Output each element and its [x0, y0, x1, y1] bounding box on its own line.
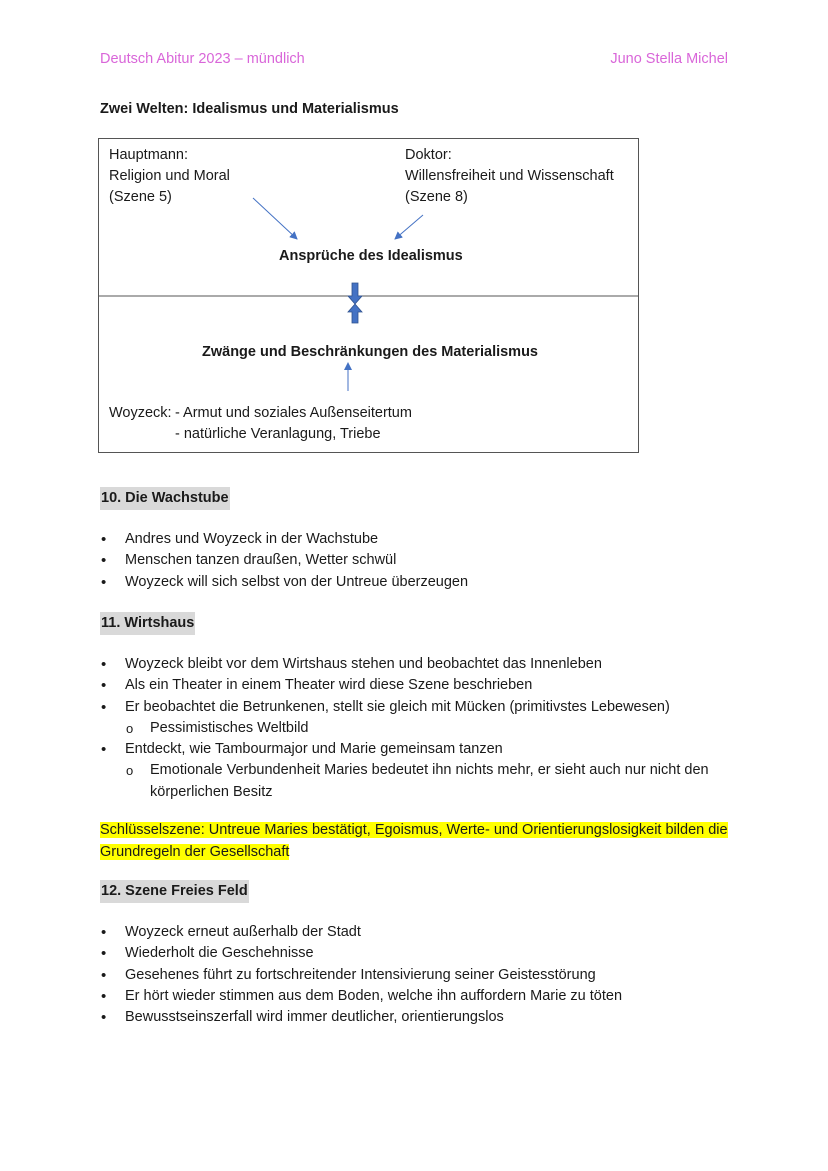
doktor-block: [405, 145, 614, 208]
list-item: • Woyzeck bleibt vor dem Wirtshaus stehen und beobachtet das Innenleben: [100, 654, 740, 675]
materialism-label: Zwänge und Beschränkungen des Materialismus: [202, 344, 538, 360]
sublist-wrapper: [100, 760, 740, 803]
list-freies-feld: [100, 922, 740, 1028]
list-wirtshaus: [100, 654, 740, 803]
hauptmann-topic: Religion und Moral: [109, 168, 230, 184]
section-heading-freies-feld: 12. Szene Freies Feld: [100, 880, 249, 903]
sublist: [100, 760, 740, 803]
woyzeck-line: - Armut und soziales Außenseitertum: [175, 405, 412, 421]
list-item: • Andres und Woyzeck in der Wachstube: [100, 529, 740, 550]
hauptmann-block: [109, 145, 230, 208]
doktor-scene: (Szene 8): [405, 189, 468, 205]
hauptmann-name: Hauptmann:: [109, 147, 188, 163]
list-item: • Er beobachtet die Betrunkenen, stellt sie gleich mit Mücken (primitivstes Lebewesen): [100, 697, 740, 718]
list-item: • Woyzeck erneut außerhalb der Stadt: [100, 922, 740, 943]
hauptmann-scene: (Szene 5): [109, 189, 172, 205]
section-heading-wirtshaus: 11. Wirtshaus: [100, 612, 195, 635]
list-item: • Entdeckt, wie Tambourmajor und Marie gemeinsam tanzen: [100, 739, 740, 760]
woyzeck-line: - natürliche Veranlagung, Triebe: [175, 426, 381, 442]
highlight-text: Schlüsselszene: Untreue Maries bestätigt, Egoismus, Werte- und Orientierungslosigkeit bilden die Grundregeln der Gesellschaft: [100, 822, 728, 860]
sub-list-item: o Emotionale Verbundenheit Maries bedeutet ihn nichts mehr, er sieht auch nur nicht den körperlichen Besitz: [100, 760, 710, 803]
woyzeck-lines: [175, 403, 412, 445]
list-wachstube: [100, 529, 740, 593]
section-heading-wachstube: 10. Die Wachstube: [100, 487, 230, 510]
list-item: • Wiederholt die Geschehnisse: [100, 943, 740, 964]
list-item: • Woyzeck will sich selbst von der Untreue überzeugen: [100, 572, 740, 593]
list-item: • Er hört wieder stimmen aus dem Boden, welche ihn auffordern Marie zu töten: [100, 986, 740, 1007]
header-course: Deutsch Abitur 2023 – mündlich: [100, 51, 305, 67]
page-title: Zwei Welten: Idealismus und Materialismus: [100, 101, 399, 117]
arrow-hauptmann: [253, 198, 297, 239]
idealism-materialism-diagram: [98, 138, 639, 453]
list-item: • Als ein Theater in einem Theater wird diese Szene beschrieben: [100, 675, 740, 696]
sublist-wrapper: [100, 718, 740, 739]
sublist: [100, 718, 740, 739]
woyzeck-label: Woyzeck:: [109, 405, 172, 421]
doktor-name: Doktor:: [405, 147, 452, 163]
list-item: • Menschen tanzen draußen, Wetter schwül: [100, 550, 740, 571]
arrow-doktor: [395, 215, 423, 239]
sub-list-item: o Pessimistisches Weltbild: [100, 718, 740, 739]
doktor-topic: Willensfreiheit und Wissenschaft: [405, 168, 614, 184]
block-arrow-down: [348, 283, 362, 304]
list-item: • Bewusstseinszerfall wird immer deutlicher, orientierungslos: [100, 1007, 740, 1028]
key-scene-highlight: [100, 820, 740, 863]
header-author: Juno Stella Michel: [610, 51, 728, 67]
idealism-label: Ansprüche des Idealismus: [279, 248, 463, 264]
block-arrow-up: [348, 304, 362, 323]
list-item: • Gesehenes führt zu fortschreitender Intensivierung seiner Geistesstörung: [100, 965, 740, 986]
